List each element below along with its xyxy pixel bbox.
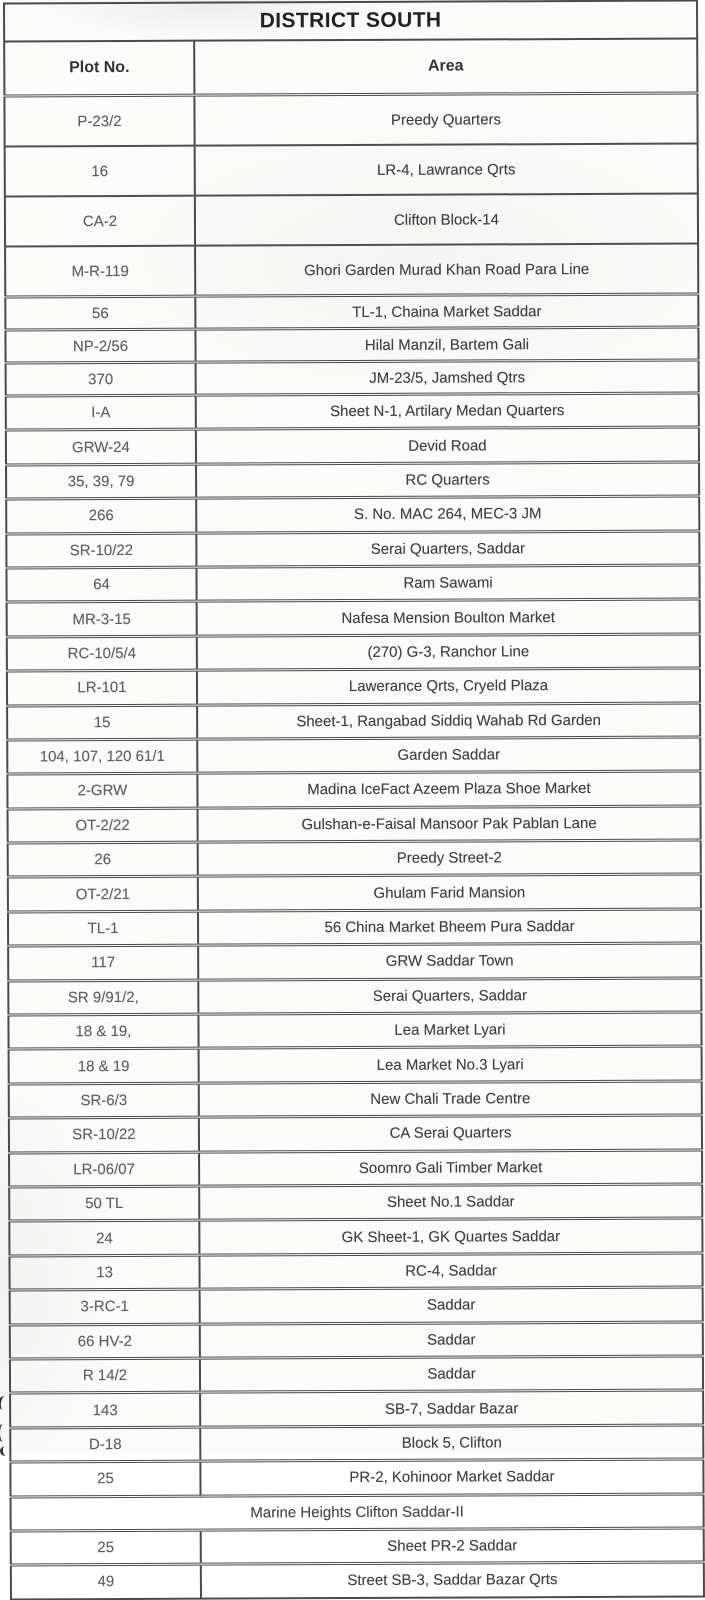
area-cell: CA Serai Quarters <box>199 1115 702 1152</box>
area-cell: Marine Heights Clifton Saddar-II <box>11 1493 704 1530</box>
area-cell: Hilal Manzil, Bartem Gali <box>195 327 698 362</box>
table-row <box>6 393 699 430</box>
table-row <box>10 1390 703 1427</box>
area-cell: Ghulam Farid Mansion <box>198 874 701 911</box>
area-cell: Sheet PR-2 Saddar <box>201 1528 704 1565</box>
area-cell: RC-4, Saddar <box>199 1253 702 1290</box>
area-cell: Lea Market No.3 Lyari <box>199 1046 702 1083</box>
area-cell: RC Quarters <box>196 462 699 499</box>
table-row <box>6 462 699 499</box>
table-row <box>8 1012 701 1049</box>
column-header-plot-no: Plot No. <box>4 41 194 96</box>
area-cell: Sheet N-1, Artilary Medan Quarters <box>196 393 699 430</box>
area-cell: Sheet-1, Rangabad Siddiq Wahab Rd Garden <box>197 702 700 739</box>
area-cell: Ghori Garden Murad Khan Road Para Line <box>195 243 698 296</box>
plot-no-cell: MR-3-15 <box>7 602 197 637</box>
plot-no-cell: 266 <box>6 498 196 533</box>
table-row <box>9 1253 702 1290</box>
table-row <box>7 634 700 671</box>
plot-no-cell: P-23/2 <box>4 95 194 146</box>
plot-no-cell: 26 <box>8 842 198 877</box>
table-row <box>11 1528 704 1565</box>
table-row <box>5 193 698 246</box>
plot-no-cell: 2-GRW <box>7 773 197 808</box>
plot-no-cell: D-18 <box>10 1427 200 1462</box>
area-cell: Nafesa Mension Boulton Market <box>197 599 700 636</box>
table-row <box>9 1115 702 1152</box>
plot-no-cell: R 14/2 <box>10 1358 200 1393</box>
plot-no-cell: 15 <box>7 705 197 740</box>
area-cell: Gulshan-e-Faisal Mansoor Pak Pablan Lane <box>198 806 701 843</box>
plot-no-cell: 66 HV-2 <box>10 1324 200 1359</box>
plot-no-cell: SR 9/91/2, <box>8 980 198 1015</box>
plot-no-cell: 25 <box>10 1461 200 1496</box>
table-row <box>9 1218 702 1255</box>
area-cell: PR-2, Kohinoor Market Saddar <box>200 1459 703 1496</box>
table-row <box>8 840 701 877</box>
area-cell: TL-1, Chaina Market Saddar <box>195 294 698 329</box>
area-cell: Serai Quarters, Saddar <box>196 531 699 568</box>
page-title: DISTRICT SOUTH <box>4 0 697 41</box>
table-row <box>5 294 698 330</box>
area-cell: SB-7, Saddar Bazar <box>200 1390 703 1427</box>
plot-no-cell: 50 TL <box>9 1186 199 1221</box>
column-header-area: Area <box>194 38 697 95</box>
plot-no-cell: OT-2/22 <box>8 808 198 843</box>
plot-no-cell: 64 <box>6 567 196 602</box>
area-cell: Saddar <box>200 1356 703 1393</box>
table-row <box>9 1081 702 1118</box>
table-row <box>11 1562 704 1599</box>
table-row <box>6 531 699 568</box>
table-title-row <box>4 0 697 41</box>
area-cell: GK Sheet-1, GK Quartes Saddar <box>199 1218 702 1255</box>
table-row <box>7 702 700 739</box>
table-row <box>10 1322 703 1359</box>
plot-no-cell: I-A <box>6 395 196 430</box>
area-cell: Devid Road <box>196 427 699 464</box>
table-row <box>6 427 699 464</box>
plot-no-cell: SR-10/22 <box>6 533 196 568</box>
plot-no-cell: 16 <box>5 146 195 197</box>
area-cell: S. No. MAC 264, MEC-3 JM <box>196 496 699 533</box>
plot-no-cell: SR-6/3 <box>9 1083 199 1118</box>
table-row <box>10 1287 703 1324</box>
plot-no-cell: 56 <box>5 296 195 330</box>
table-row <box>7 668 700 705</box>
area-cell: LR-4, Lawrance Qrts <box>195 143 698 195</box>
table-row <box>7 599 700 636</box>
table-row <box>6 565 699 602</box>
plot-no-cell: NP-2/56 <box>5 329 195 363</box>
plot-no-cell: 18 & 19, <box>8 1014 198 1049</box>
table-row <box>5 143 698 196</box>
table-row <box>9 1046 702 1083</box>
plot-no-cell: 13 <box>9 1255 199 1290</box>
area-cell: 56 China Market Bheem Pura Saddar <box>198 909 701 946</box>
table-row <box>8 978 701 1015</box>
area-cell: Saddar <box>200 1322 703 1359</box>
table-row <box>10 1459 703 1496</box>
table-row <box>9 1184 702 1221</box>
area-cell: Madina IceFact Azeem Plaza Shoe Market <box>197 771 700 808</box>
table-row <box>5 243 698 297</box>
area-cell: (270) G-3, Ranchor Line <box>197 634 700 671</box>
plot-no-cell: LR-101 <box>7 670 197 705</box>
plot-no-cell: 117 <box>8 945 198 980</box>
plot-no-cell: CA-2 <box>5 196 195 247</box>
area-cell: Soomro Gali Timber Market <box>199 1150 702 1187</box>
table-row <box>7 737 700 774</box>
table-header-row <box>4 38 697 96</box>
area-cell: Lea Market Lyari <box>198 1012 701 1049</box>
area-cell: Saddar <box>200 1287 703 1324</box>
table-row <box>10 1425 703 1462</box>
area-cell: Garden Saddar <box>197 737 700 774</box>
table-row <box>6 360 699 396</box>
plot-area-table <box>3 0 705 1600</box>
area-cell: Street SB-3, Saddar Bazar Qrts <box>201 1562 704 1598</box>
table-row <box>8 909 701 946</box>
area-cell: Block 5, Clifton <box>200 1425 703 1462</box>
plot-no-cell: 49 <box>11 1564 201 1599</box>
plot-no-cell: 35, 39, 79 <box>6 464 196 499</box>
plot-no-cell: RC-10/5/4 <box>7 636 197 671</box>
plot-no-cell: 143 <box>10 1392 200 1427</box>
table-row <box>8 874 701 911</box>
plot-no-cell: 24 <box>9 1221 199 1256</box>
area-cell: Sheet No.1 Saddar <box>199 1184 702 1221</box>
table-row <box>8 943 701 980</box>
area-cell: Ram Sawami <box>196 565 699 602</box>
table-row <box>10 1356 703 1393</box>
table-row <box>6 496 699 533</box>
plot-no-cell: 104, 107, 120 61/1 <box>7 739 197 774</box>
plot-no-cell: OT-2/21 <box>8 877 198 912</box>
area-cell: Lawerance Qrts, Cryeld Plaza <box>197 668 700 705</box>
district-table-sheet <box>3 0 705 1600</box>
table-row <box>8 806 701 843</box>
plot-no-cell: M-R-119 <box>5 246 195 297</box>
plot-no-cell: LR-06/07 <box>9 1152 199 1187</box>
table-row <box>7 771 700 808</box>
area-cell: GRW Saddar Town <box>198 943 701 980</box>
plot-no-cell: 370 <box>6 362 196 396</box>
table-row <box>5 327 698 363</box>
plot-no-cell: 3-RC-1 <box>10 1289 200 1324</box>
plot-no-cell: GRW-24 <box>6 430 196 465</box>
plot-table-body <box>4 93 704 1599</box>
area-cell: Clifton Block-14 <box>195 193 698 245</box>
table-row <box>9 1150 702 1187</box>
table-row-spanning <box>11 1493 704 1530</box>
area-cell: New Chali Trade Centre <box>199 1081 702 1118</box>
plot-no-cell: 25 <box>11 1530 201 1565</box>
table-row <box>4 93 697 147</box>
plot-no-cell: TL-1 <box>8 911 198 946</box>
area-cell: Serai Quarters, Saddar <box>198 978 701 1015</box>
area-cell: Preedy Quarters <box>194 93 697 146</box>
plot-no-cell: SR-10/22 <box>9 1117 199 1152</box>
area-cell: Preedy Street-2 <box>198 840 701 877</box>
plot-no-cell: 18 & 19 <box>9 1049 199 1084</box>
area-cell: JM-23/5, Jamshed Qtrs <box>196 360 699 395</box>
